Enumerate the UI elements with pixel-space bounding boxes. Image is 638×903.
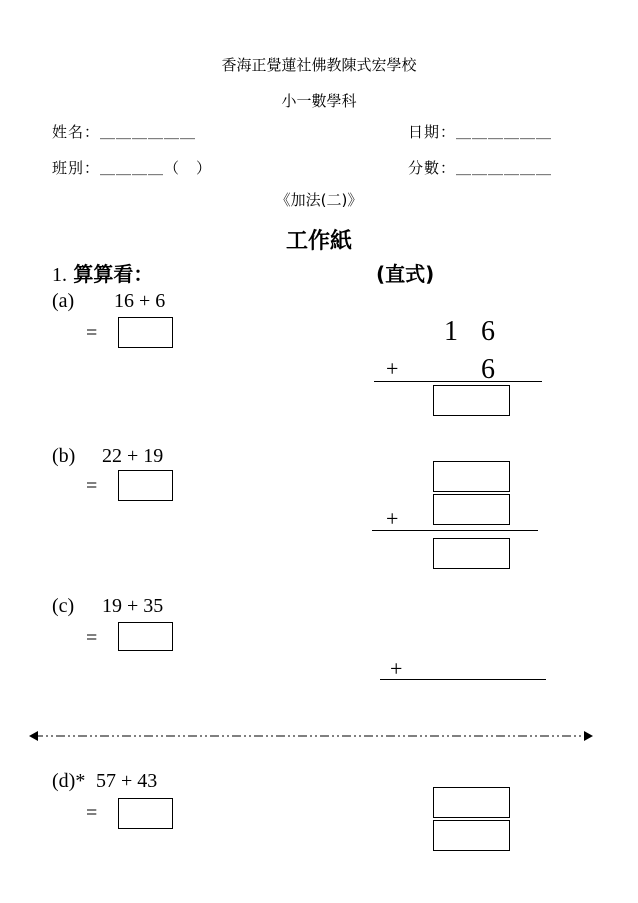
question-a-vertical-addend-digit: 6 xyxy=(481,354,495,385)
question-c-vertical-line xyxy=(380,679,546,680)
question-b-vertical-plus-sign: + xyxy=(386,506,399,531)
question-a-answer-box[interactable] xyxy=(118,317,173,348)
question-d-vertical-top-box[interactable] xyxy=(433,787,510,818)
question-a-vertical-plus-sign: + xyxy=(386,356,399,381)
question-b-answer-box[interactable] xyxy=(118,470,173,501)
question-c-expression: 19 + 35 xyxy=(102,595,164,617)
question-d-answer-box[interactable] xyxy=(118,798,173,829)
date-field-label: 日期：＿＿＿＿＿＿ xyxy=(408,123,553,141)
class-field-label: 班別：＿＿＿＿（ ） xyxy=(52,159,213,177)
question-b-label: (b) xyxy=(52,445,76,467)
score-field-label: 分數：＿＿＿＿＿＿ xyxy=(408,159,553,177)
question-a-vertical-tens-digit: 1 xyxy=(444,316,458,347)
name-field-label: 姓名：＿＿＿＿＿＿ xyxy=(52,123,197,141)
question-b-vertical-answer-box[interactable] xyxy=(433,538,510,569)
question-d-label: (d)* xyxy=(52,770,86,792)
question-d-vertical-addend-box[interactable] xyxy=(433,820,510,851)
question-a-equals: = xyxy=(86,322,98,344)
question-c-vertical-plus-sign: + xyxy=(390,656,403,681)
question-d-expression: 57 + 43 xyxy=(96,770,158,792)
question-b-vertical-top-box[interactable] xyxy=(433,461,510,492)
section-divider xyxy=(28,727,594,745)
question-c-label: (c) xyxy=(52,595,75,617)
question-a-vertical-ones-digit: 6 xyxy=(481,316,495,347)
section-number: 1. xyxy=(52,264,67,286)
question-b-vertical-line xyxy=(372,530,538,531)
question-b-expression: 22 + 19 xyxy=(102,445,164,467)
section-heading-text: 算算看： xyxy=(73,262,154,286)
arrow-left-icon xyxy=(29,731,38,741)
question-d-equals: = xyxy=(86,802,98,824)
question-c-answer-box[interactable] xyxy=(118,622,173,651)
question-a-vertical-line xyxy=(374,381,542,382)
question-c-equals: = xyxy=(86,627,98,649)
school-name: 香海正覺蓮社佛教陳式宏學校 xyxy=(221,56,417,74)
worksheet-title: 工作紙 xyxy=(285,229,352,254)
subject-title: 小一數學科 xyxy=(281,92,357,110)
topic-title: 《加法(二)》 xyxy=(275,191,363,209)
vertical-heading: (直式) xyxy=(376,262,435,286)
question-a-vertical-answer-box[interactable] xyxy=(433,385,510,416)
question-a-label: (a) xyxy=(52,290,75,312)
question-a-expression: 16 + 6 xyxy=(114,290,166,312)
question-b-equals: = xyxy=(86,475,98,497)
section-heading xyxy=(52,258,153,287)
question-b-vertical-addend-box[interactable] xyxy=(433,494,510,525)
arrow-right-icon xyxy=(584,731,593,741)
